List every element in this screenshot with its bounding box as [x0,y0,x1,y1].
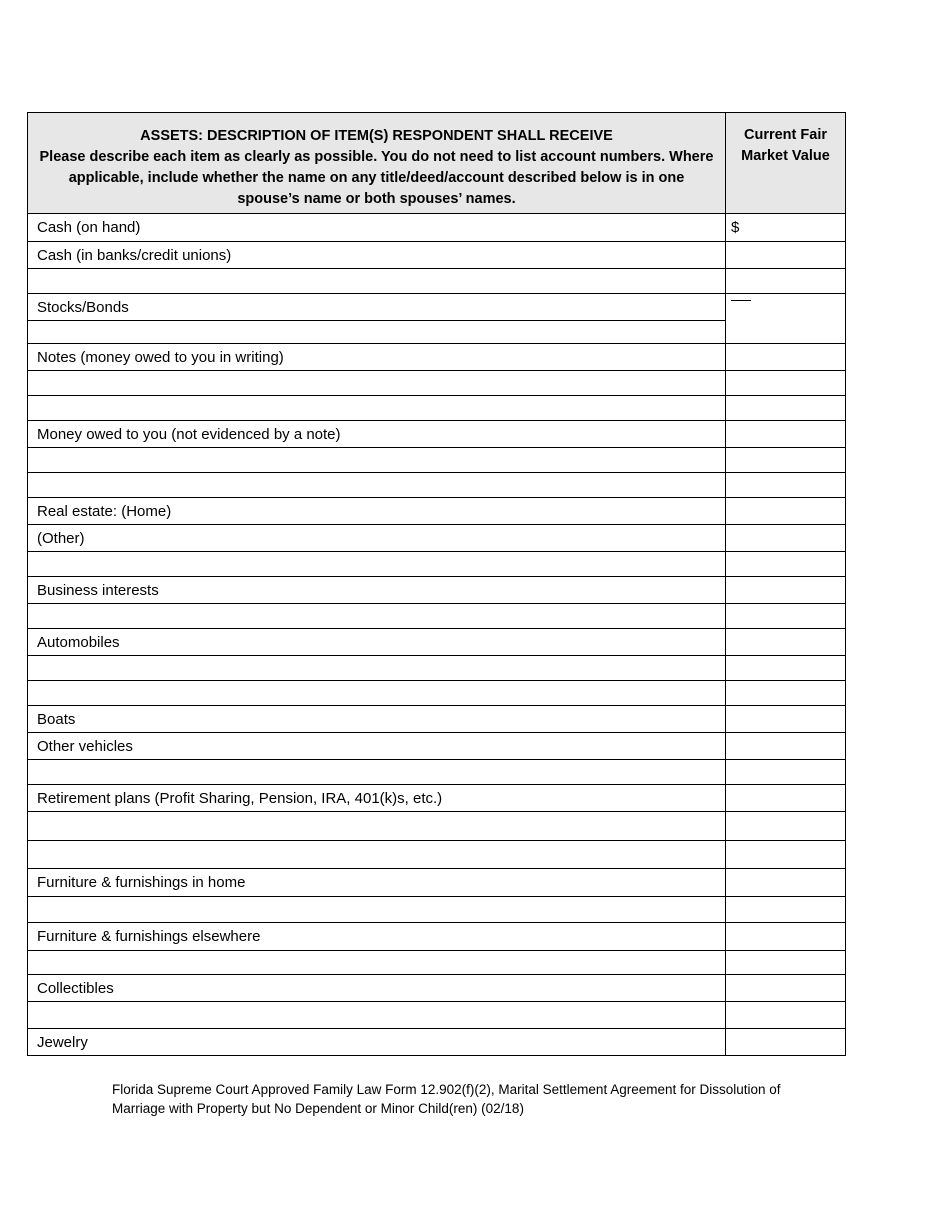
description-column-header [28,113,726,214]
market-value-cell[interactable] [726,604,846,629]
market-value-cell[interactable] [726,869,846,897]
item-description-cell[interactable]: Retirement plans (Profit Sharing, Pension, IRA, 401(k)s, etc.) [28,785,726,812]
footer-line-1: Florida Supreme Court Approved Family Law Form 12.902(f)(2), Marital Settlement Agreement for Dissolution of [112,1082,781,1097]
item-description-cell[interactable]: Other vehicles [28,733,726,760]
market-value-cell[interactable] [726,294,846,344]
table-row [28,473,846,498]
item-description-cell[interactable]: Jewelry [28,1029,726,1056]
market-value-cell[interactable] [726,733,846,760]
table-row [28,344,846,371]
market-value-cell[interactable] [726,552,846,577]
item-description-cell[interactable] [28,681,726,706]
table-row [28,656,846,681]
item-description-cell[interactable] [28,269,726,294]
instructions-line-3: spouse’s name or both spouses’ names. [237,191,516,207]
table-row [28,604,846,629]
table-row [28,869,846,897]
market-value-cell[interactable] [726,371,846,396]
table-row [28,706,846,733]
table-row [28,525,846,552]
market-value-cell[interactable] [726,242,846,269]
item-description-cell[interactable]: Collectibles [28,975,726,1002]
market-value-cell[interactable] [726,269,846,294]
table-row [28,1029,846,1056]
table-row [28,242,846,269]
item-description-cell[interactable] [28,552,726,577]
market-value-cell[interactable] [726,812,846,841]
item-description-cell[interactable] [28,604,726,629]
item-description-cell[interactable] [28,812,726,841]
table-row [28,785,846,812]
item-description-cell[interactable]: Notes (money owed to you in writing) [28,344,726,371]
table-row [28,321,846,344]
table-header-row [28,113,846,214]
item-description-cell[interactable]: Automobiles [28,629,726,656]
table-row [28,760,846,785]
market-value-cell[interactable] [726,923,846,951]
table-row [28,681,846,706]
table-row [28,812,846,841]
market-value-cell[interactable]: $ [726,214,846,242]
table-row [28,923,846,951]
table-row [28,498,846,525]
market-value-cell[interactable] [726,897,846,923]
table-row [28,269,846,294]
item-description-cell[interactable] [28,321,726,344]
item-description-cell[interactable] [28,841,726,869]
form-footer [112,1080,852,1118]
market-value-cell[interactable] [726,706,846,733]
market-value-cell[interactable] [726,396,846,421]
instructions-line-2: applicable, include whether the name on any title/deed/account described below is in one [68,170,685,186]
market-value-cell[interactable] [726,951,846,975]
item-description-cell[interactable]: (Other) [28,525,726,552]
value-header-line-2: Market Value [741,148,830,164]
table-row [28,371,846,396]
item-description-cell[interactable]: Real estate: (Home) [28,498,726,525]
item-description-cell[interactable] [28,396,726,421]
table-row [28,951,846,975]
market-value-cell[interactable] [726,577,846,604]
item-description-cell[interactable]: Cash (in banks/credit unions) [28,242,726,269]
item-description-cell[interactable] [28,760,726,785]
table-row [28,214,846,242]
market-value-cell[interactable] [726,473,846,498]
market-value-cell[interactable] [726,841,846,869]
item-description-cell[interactable]: Cash (on hand) [28,214,726,242]
footer-line-2: Marriage with Property but No Dependent or Minor Child(ren) (02/18) [112,1101,524,1116]
item-description-cell[interactable] [28,897,726,923]
table-row [28,629,846,656]
market-value-cell[interactable] [726,525,846,552]
market-value-cell[interactable] [726,421,846,448]
assets-heading: ASSETS: DESCRIPTION OF ITEM(S) RESPONDENT SHALL RECEIVE [140,128,613,144]
item-description-cell[interactable] [28,448,726,473]
market-value-cell[interactable] [726,344,846,371]
item-description-cell[interactable]: Furniture & furnishings elsewhere [28,923,726,951]
market-value-cell[interactable] [726,629,846,656]
assets-table [27,112,846,1056]
item-description-cell[interactable]: Stocks/Bonds [28,294,726,321]
market-value-cell[interactable] [726,448,846,473]
item-description-cell[interactable] [28,1002,726,1029]
item-description-cell[interactable]: Boats [28,706,726,733]
value-header-line-1: Current Fair [744,127,827,143]
market-value-cell[interactable] [726,681,846,706]
market-value-cell[interactable] [726,1002,846,1029]
instructions-line-1: Please describe each item as clearly as possible. You do not need to list account numbers. Where [39,149,714,165]
table-row [28,294,846,321]
item-description-cell[interactable] [28,951,726,975]
item-description-cell[interactable]: Furniture & furnishings in home [28,869,726,897]
market-value-cell[interactable] [726,760,846,785]
item-description-cell[interactable] [28,371,726,396]
table-row [28,1002,846,1029]
market-value-cell[interactable] [726,975,846,1002]
table-row [28,897,846,923]
item-description-cell[interactable] [28,656,726,681]
value-column-header [726,113,846,214]
table-row [28,421,846,448]
item-description-cell[interactable] [28,473,726,498]
item-description-cell[interactable]: Business interests [28,577,726,604]
market-value-cell[interactable] [726,785,846,812]
value-blank-line [731,300,751,301]
table-row [28,733,846,760]
table-row [28,552,846,577]
table-row [28,975,846,1002]
table-row [28,448,846,473]
table-row [28,396,846,421]
market-value-cell[interactable] [726,498,846,525]
table-row [28,841,846,869]
market-value-cell[interactable] [726,1029,846,1056]
market-value-cell[interactable] [726,656,846,681]
item-description-cell[interactable]: Money owed to you (not evidenced by a note) [28,421,726,448]
table-row [28,577,846,604]
